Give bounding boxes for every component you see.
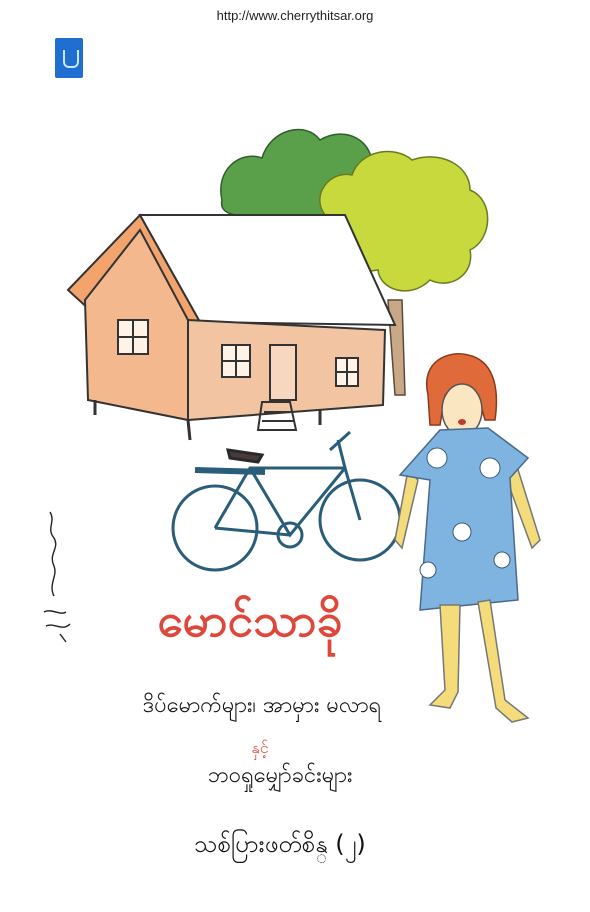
bicycle	[173, 432, 400, 570]
author-line: သစ်ပြားဖတ်စိန္ (၂)	[194, 830, 366, 858]
bicycle-frame	[215, 468, 360, 535]
girl-dress	[400, 428, 528, 610]
door	[270, 345, 296, 400]
girl-leg-left	[430, 605, 460, 708]
subtitle-line-1: ဒိပ်မောက်များ၊ အာမှား မလာရ	[142, 693, 382, 718]
subtitle-line-2: ဘဝရှုမျှော်ခင်းများ	[207, 763, 353, 788]
artist-signature	[36, 508, 76, 648]
bicycle-seat	[228, 450, 262, 462]
girl	[395, 354, 540, 722]
subtitle-conjunction: နှင့်	[251, 738, 269, 757]
site-url: http://www.cherrythitsar.org	[216, 8, 374, 23]
girl-leg-right	[478, 600, 528, 722]
house	[68, 215, 395, 440]
book-title: မောင်သာခို	[157, 593, 343, 647]
